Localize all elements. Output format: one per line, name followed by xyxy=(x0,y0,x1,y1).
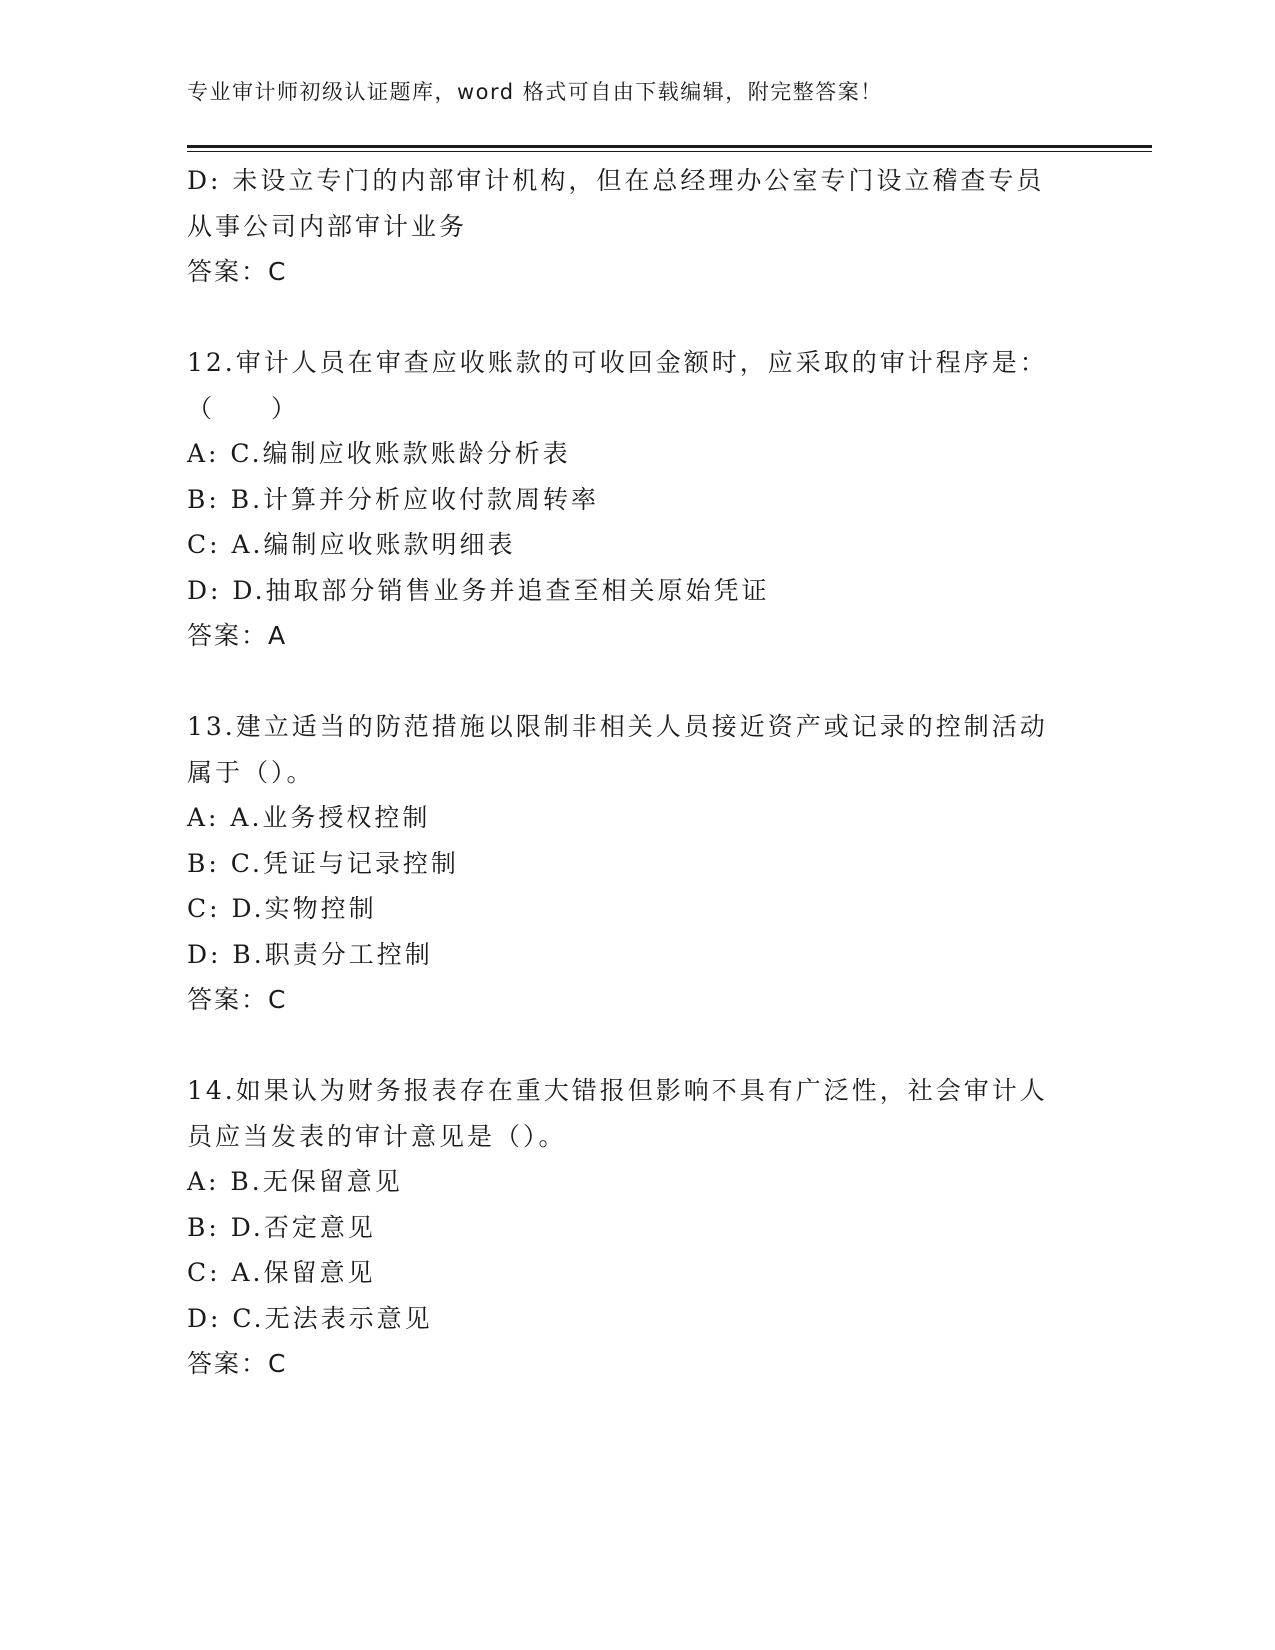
option-a: A: C.编制应收账款账龄分析表 xyxy=(187,439,571,468)
option-d-line1: D: 未设立专门的内部审计机构，但在总经理办公室专门设立稽查专员 xyxy=(187,166,1045,195)
option-d-line2: 从事公司内部审计业务 xyxy=(187,211,468,241)
spacer xyxy=(187,295,1107,341)
question-12 xyxy=(187,340,1107,659)
question-13 xyxy=(187,704,1107,1023)
option-d: D: D.抽取部分销售业务并追查至相关原始凭证 xyxy=(187,575,770,605)
header-rule-thick xyxy=(187,145,1152,148)
option-b: B: B.计算并分析应收付款周转率 xyxy=(187,484,600,514)
option-c: C: A.保留意见 xyxy=(187,1258,376,1287)
spacer xyxy=(187,1023,1107,1069)
answer-line: 答案：C xyxy=(187,1349,288,1378)
option-c: C: A.编制应收账款明细表 xyxy=(187,530,516,559)
option-b: B: C.凭证与记录控制 xyxy=(187,848,459,878)
question-stem: 12.审计人员在审查应收账款的可收回金额时，应采取的审计程序是： xyxy=(187,348,1048,377)
option-a: A: B.无保留意见 xyxy=(187,1167,403,1196)
question-stem: 13.建立适当的防范措施以限制非相关人员接近资产或记录的控制活动 xyxy=(187,712,1048,741)
answer-line: 答案：A xyxy=(187,621,288,650)
question-stem-cont: 属于（）。 xyxy=(187,757,315,787)
option-a: A: A.业务授权控制 xyxy=(187,803,431,832)
question-11-tail xyxy=(187,158,1107,295)
document-body xyxy=(187,158,1107,1387)
option-d: D: B.职责分工控制 xyxy=(187,939,433,969)
spacer xyxy=(187,659,1107,705)
option-d: D: C.无法表示意见 xyxy=(187,1303,433,1333)
page-header: 专业审计师初级认证题库，word 格式可自由下载编辑，附完整答案！ xyxy=(187,80,883,104)
question-14 xyxy=(187,1068,1107,1387)
header-rule-thin xyxy=(187,151,1152,152)
question-stem: 14.如果认为财务报表存在重大错报但影响不具有广泛性，社会审计人 xyxy=(187,1076,1048,1105)
answer-line: 答案：C xyxy=(187,985,288,1014)
option-b: B: D.否定意见 xyxy=(187,1212,376,1242)
option-c: C: D.实物控制 xyxy=(187,894,377,923)
answer-line: 答案：C xyxy=(187,257,288,286)
question-stem-cont: 员应当发表的审计意见是（）。 xyxy=(187,1121,567,1151)
question-stem-cont: （ ） xyxy=(187,393,300,423)
